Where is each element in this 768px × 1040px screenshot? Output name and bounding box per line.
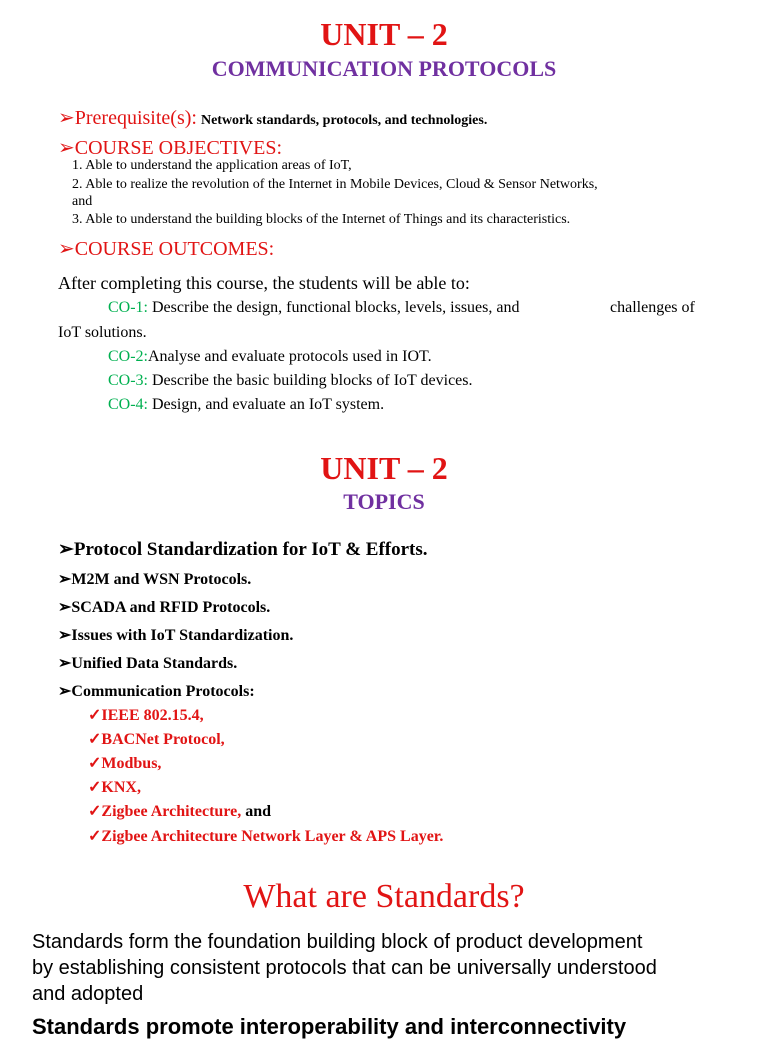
co2-line <box>108 348 432 366</box>
topic-item: ➢Protocol Standardization for IoT & Efforts. <box>58 539 428 560</box>
co4-text: Design, and evaluate an IoT system. <box>152 396 385 413</box>
co3-text: Describe the basic building blocks of IoT devices. <box>152 372 473 389</box>
protocol-and: and <box>245 803 272 820</box>
co4-line <box>108 396 384 414</box>
objective-item: 3. Able to understand the building blocks of the Internet of Things and its characteristics. <box>72 212 571 227</box>
protocol-item-with-and <box>88 801 271 821</box>
protocol-item: ✓Zigbee Architecture Network Layer & APS Layer. <box>88 828 444 845</box>
objective-item: 2. Able to realize the revolution of the Internet in Mobile Devices, Cloud & Sensor Networks, <box>72 177 598 192</box>
objective-item: and <box>72 194 93 209</box>
unit-title-1: UNIT – 2 <box>320 16 448 52</box>
co1-line <box>108 299 519 317</box>
topic-item: ➢Issues with IoT Standardization. <box>58 627 294 644</box>
standards-body-line: and adopted <box>32 983 144 1005</box>
protocol-item: ✓IEEE 802.15.4, <box>88 707 204 724</box>
protocol-item: ✓KNX, <box>88 779 141 796</box>
prerequisite-label: ➢Prerequisite(s): <box>58 107 197 129</box>
co1-text-end: challenges of <box>610 299 695 316</box>
co1-continuation: IoT solutions. <box>58 324 147 341</box>
protocol-item: ✓Zigbee Architecture, <box>88 803 242 820</box>
co3-label: CO-3: <box>108 372 148 389</box>
course-outcomes-heading: ➢COURSE OUTCOMES: <box>58 238 275 260</box>
communication-protocols-subtitle: COMMUNICATION PROTOCOLS <box>211 56 557 81</box>
standards-body-line: by establishing consistent protocols that can be universally understood <box>32 957 657 979</box>
topic-item: ➢Communication Protocols: <box>58 683 255 700</box>
co1-label: CO-1: <box>108 299 148 316</box>
standards-cut-line: Standards promote interoperability and interconnectivity <box>32 1014 627 1039</box>
co2-text: Analyse and evaluate protocols used in IOT. <box>148 348 432 365</box>
standards-body-line: Standards form the foundation building block of product development <box>32 931 643 953</box>
topic-item: ➢SCADA and RFID Protocols. <box>58 599 271 616</box>
co3-line <box>108 372 473 390</box>
protocol-item: ✓Modbus, <box>88 755 162 772</box>
co4-label: CO-4: <box>108 396 148 413</box>
topic-item: ➢M2M and WSN Protocols. <box>58 571 252 588</box>
objective-item: 1. Able to understand the application areas of IoT, <box>72 158 352 173</box>
co1-text: Describe the design, functional blocks, levels, issues, and <box>152 299 520 316</box>
outcomes-intro: After completing this course, the students will be able to: <box>58 273 470 293</box>
topics-subtitle: TOPICS <box>343 489 425 514</box>
what-are-standards-title: What are Standards? <box>243 878 525 915</box>
topic-item: ➢Unified Data Standards. <box>58 655 238 672</box>
unit-title-2: UNIT – 2 <box>320 450 448 486</box>
co2-label: CO-2: <box>108 348 148 365</box>
prerequisite-text: Network standards, protocols, and technologies. <box>200 113 488 128</box>
course-objectives-heading: ➢COURSE OBJECTIVES: <box>58 137 283 159</box>
protocol-item: ✓BACNet Protocol, <box>88 731 225 748</box>
prerequisite-line <box>58 105 487 130</box>
